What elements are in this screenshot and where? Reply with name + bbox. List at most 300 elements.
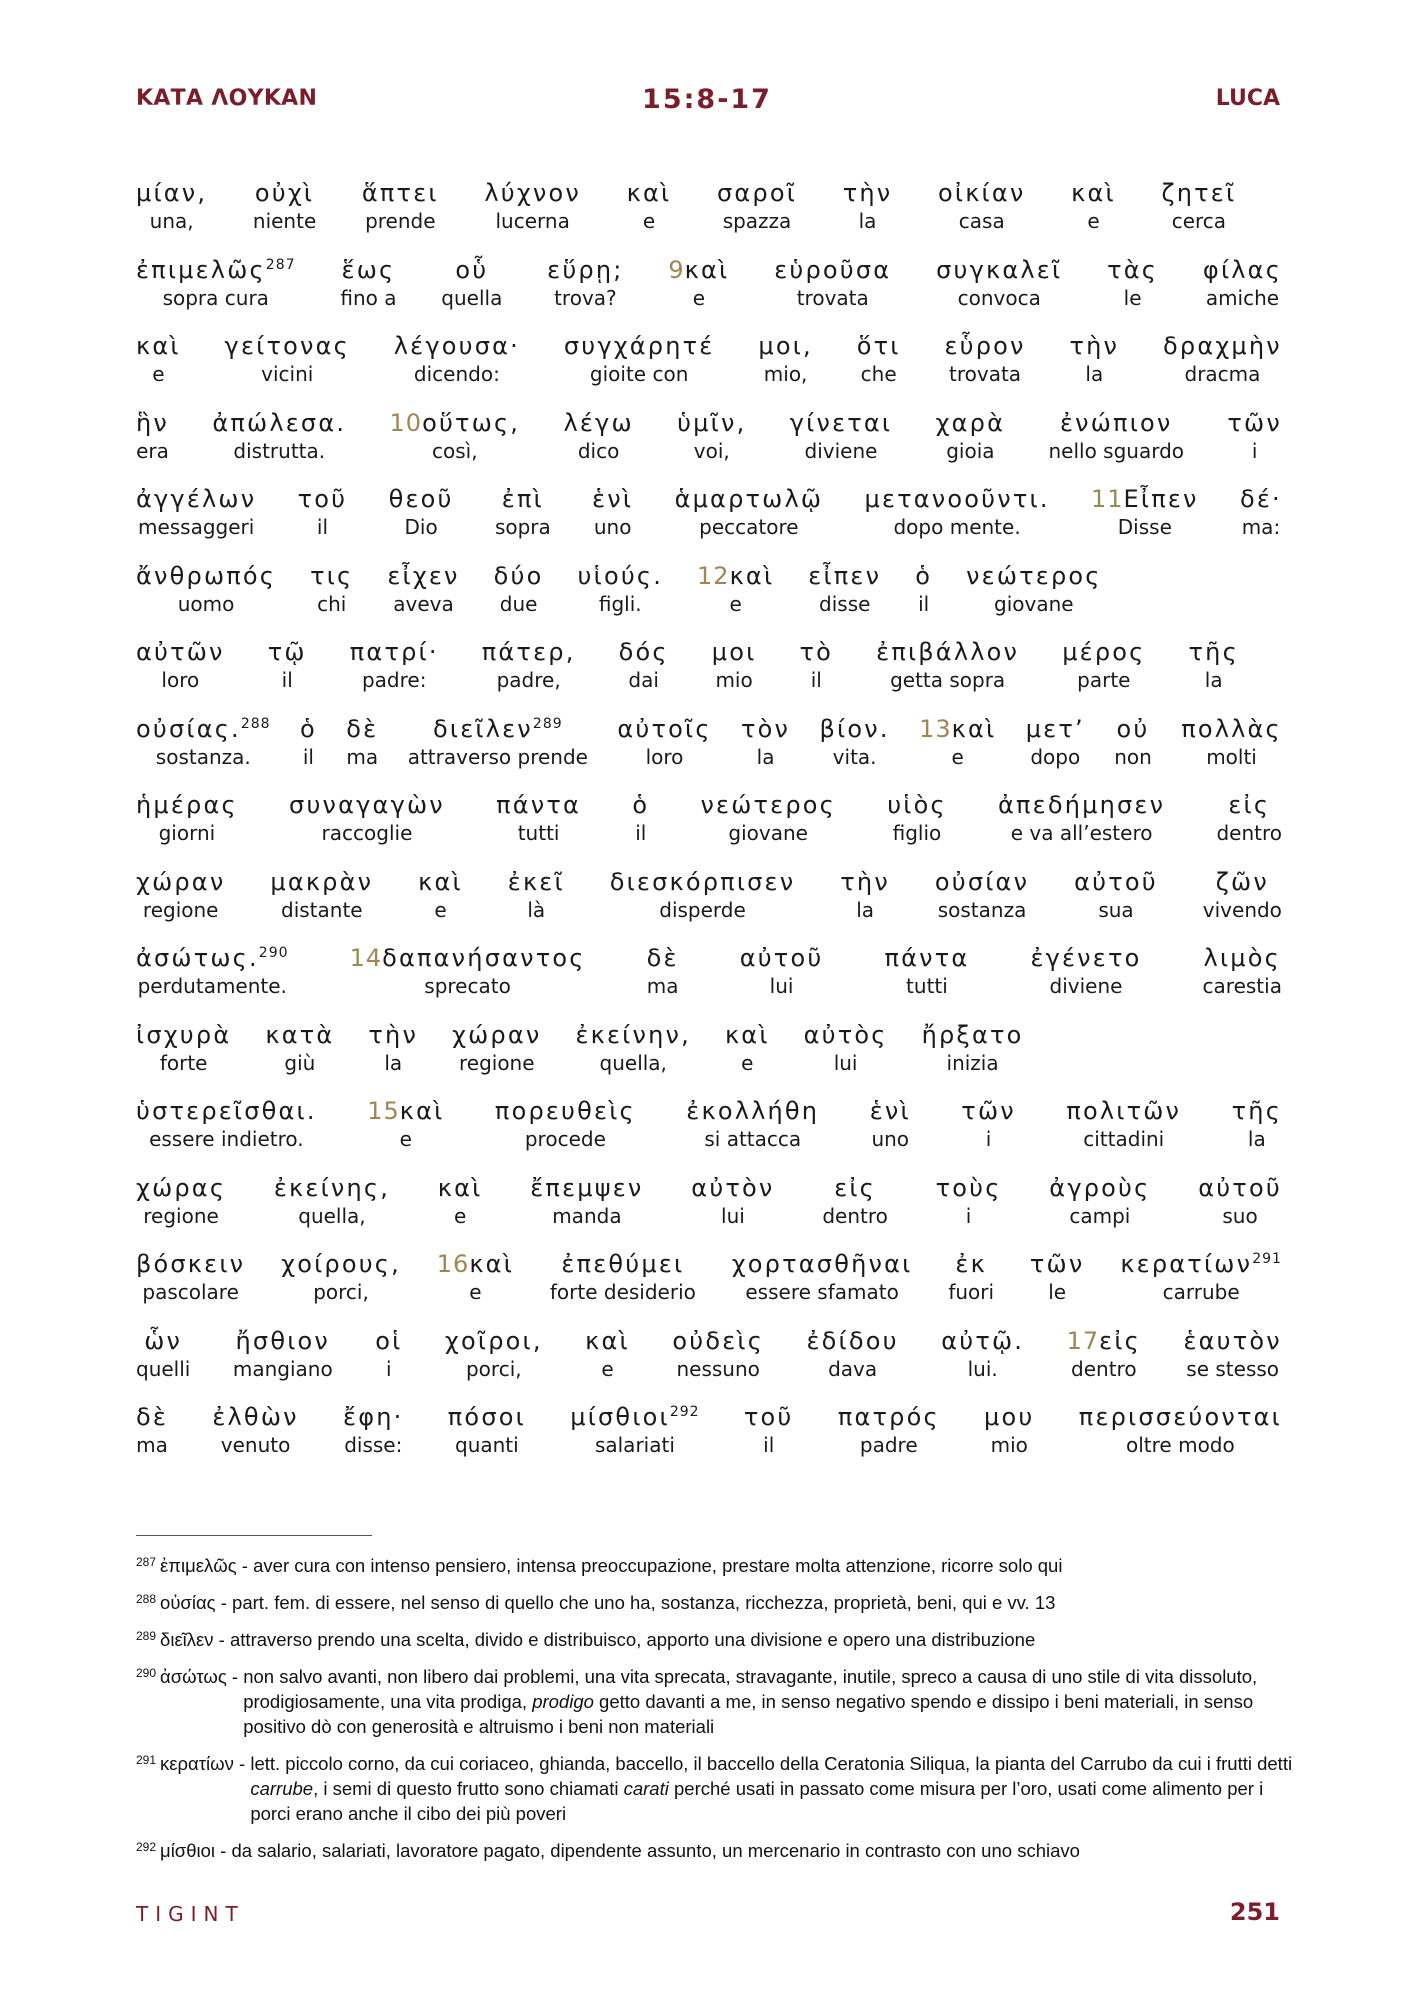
italian-gloss: quella, <box>298 1203 366 1228</box>
italian-gloss: campi <box>1069 1203 1131 1228</box>
italian-gloss: mio <box>715 668 753 692</box>
greek-word-text: ἑνὶ <box>869 1097 911 1125</box>
greek-word-text: τῆς <box>1231 1097 1282 1125</box>
greek-word-text: βίον. <box>819 714 890 743</box>
italian-gloss: e <box>729 591 742 616</box>
greek-word <box>1181 714 1282 744</box>
word-pair <box>136 178 207 234</box>
word-pair <box>1163 331 1282 387</box>
word-pair <box>1203 867 1282 923</box>
word-pair <box>281 1249 401 1305</box>
greek-word <box>804 1020 888 1050</box>
greek-word-text: καὶ <box>418 867 463 896</box>
word-pair <box>1107 255 1158 311</box>
greek-word <box>915 561 932 591</box>
italian-gloss: nello sguardo <box>1048 438 1185 463</box>
italian-gloss: forte desiderio <box>549 1280 696 1304</box>
greek-word <box>840 867 890 897</box>
greek-word-text: ὅτι <box>856 332 901 360</box>
greek-word <box>437 1249 514 1279</box>
footnote-text: attraverso prendo una scelta, divido e distribuisco, apporto una divisione e opero una distribuzione <box>230 1629 1036 1650</box>
italian-gloss: due <box>499 591 538 616</box>
greek-word <box>834 1173 876 1203</box>
greek-word-text: πορευθεὶς <box>494 1097 636 1125</box>
greek-word-text: ζητεῖ <box>1161 179 1237 207</box>
italian-gloss: mio <box>990 1433 1028 1457</box>
word-pair <box>686 1096 819 1152</box>
greek-word <box>270 867 373 897</box>
word-pair <box>820 714 890 770</box>
greek-word-text: ἰσχυρὰ <box>136 1020 232 1049</box>
word-pair <box>298 484 348 540</box>
italian-gloss: porci, <box>465 1356 522 1381</box>
greek-word <box>144 1326 182 1356</box>
italian-gloss: Disse <box>1117 515 1172 539</box>
word-pair <box>941 1326 1024 1382</box>
greek-word <box>289 790 445 820</box>
verse-number: 17 <box>1066 1326 1100 1355</box>
word-pair <box>1240 484 1282 540</box>
interlinear-line <box>136 1173 1282 1250</box>
greek-word <box>1069 331 1119 361</box>
italian-gloss: procede <box>524 1127 606 1151</box>
italian-gloss: si attacca <box>704 1127 802 1151</box>
word-pair <box>268 637 307 693</box>
greek-word <box>744 1402 794 1432</box>
footnote-text-run: , i semi di questo frutto sono chiamati <box>313 1778 624 1799</box>
italian-gloss: mangiano <box>232 1356 333 1381</box>
italian-gloss: dentro <box>1071 1356 1137 1381</box>
word-pair <box>712 637 757 693</box>
word-pair <box>1071 178 1116 234</box>
greek-word-text: κατὰ <box>265 1020 335 1049</box>
italian-gloss: Dio <box>404 515 438 539</box>
word-pair <box>1049 1173 1150 1229</box>
footnote-dash: - <box>236 1555 254 1576</box>
italian-gloss: la <box>858 209 877 233</box>
greek-word-text: τὰς <box>1107 255 1159 284</box>
italian-gloss: quelli <box>136 1356 191 1381</box>
italian-gloss: amiche <box>1205 285 1280 310</box>
italian-gloss: loro <box>161 668 200 692</box>
italian-gloss: e <box>642 209 656 233</box>
greek-word-text: χώραν <box>452 1020 542 1049</box>
greek-word-text: ἔπεμψεν <box>530 1173 644 1202</box>
greek-word <box>547 255 623 285</box>
greek-word-text: δραχμὴν <box>1163 332 1282 360</box>
italian-gloss: spazza <box>722 209 792 233</box>
word-pair <box>530 1173 643 1229</box>
greek-word <box>741 714 790 744</box>
greek-word <box>1060 408 1173 438</box>
word-pair <box>482 637 576 693</box>
greek-word-text: λέγουσα· <box>393 332 520 360</box>
italian-gloss: vicini <box>261 362 314 386</box>
greek-word <box>1117 714 1150 744</box>
greek-word-text: διεσκόρπισεν <box>609 867 796 896</box>
italian-gloss: padre, <box>496 668 561 692</box>
greek-word-text: κερατίων <box>1120 1250 1253 1278</box>
greek-word <box>758 331 813 361</box>
italian-gloss: nessuno <box>676 1356 760 1381</box>
italian-gloss: il <box>281 668 293 692</box>
italian-gloss: regione <box>142 897 219 922</box>
verse-number: 13 <box>919 714 952 743</box>
greek-word-text: ἐπεθύμει <box>561 1250 685 1278</box>
word-pair <box>1189 637 1239 693</box>
word-pair <box>408 714 588 770</box>
greek-word <box>1161 178 1236 208</box>
italian-gloss: fino a <box>340 285 397 310</box>
greek-word-text: αὐτοῖς <box>617 714 712 743</box>
greek-word-text: ὁ <box>632 791 650 819</box>
word-pair <box>876 637 1019 693</box>
greek-word-text: οὐσίας. <box>136 714 241 743</box>
greek-word-text: συναγαγὼν <box>289 791 445 819</box>
greek-word-text: τὴν <box>840 867 890 896</box>
greek-word-text: τοῦ <box>743 1403 794 1431</box>
greek-word <box>941 1326 1024 1356</box>
greek-word-text: καὶ <box>399 1097 445 1125</box>
italian-gloss: i <box>965 1203 972 1228</box>
italian-gloss: chi <box>317 591 347 616</box>
italian-gloss: manda <box>552 1203 622 1228</box>
word-pair <box>619 637 669 693</box>
greek-word-text: ὧν <box>144 1326 183 1355</box>
word-pair <box>495 1096 636 1152</box>
italian-gloss: voi, <box>693 438 730 463</box>
greek-word <box>1049 1173 1150 1203</box>
word-pair <box>808 561 881 617</box>
italian-gloss: aveva <box>393 591 454 616</box>
italian-gloss: quella <box>441 285 503 310</box>
italian-gloss: figli. <box>598 591 642 616</box>
greek-word-text: δὲ <box>646 944 679 972</box>
word-pair <box>617 714 711 770</box>
word-pair <box>350 943 586 999</box>
greek-word-text: χαρὰ <box>935 408 1006 437</box>
italian-gloss: giovane <box>728 821 808 845</box>
greek-word <box>484 178 581 208</box>
footnote-head <box>136 1664 243 1739</box>
greek-word <box>697 561 774 591</box>
word-pair <box>136 790 238 846</box>
word-pair <box>1120 1249 1282 1305</box>
italian-gloss: una, <box>149 209 194 233</box>
greek-word <box>820 714 890 744</box>
greek-word <box>717 178 797 208</box>
greek-word <box>936 1173 1002 1203</box>
greek-word <box>433 714 563 744</box>
word-pair <box>441 255 502 311</box>
greek-word-text: ἐγένετο <box>1030 944 1142 972</box>
greek-word-text: χώρας <box>136 1173 227 1202</box>
greek-word <box>1066 1096 1181 1126</box>
word-pair <box>1048 408 1184 464</box>
interlinear-line <box>136 943 1282 1020</box>
italian-gloss: la <box>1085 362 1104 386</box>
greek-word-text: οὕτως, <box>422 408 521 437</box>
greek-word <box>455 255 488 285</box>
greek-word-text: αὐτοῦ <box>1198 1173 1282 1202</box>
greek-word-text: καὶ <box>684 255 730 284</box>
word-pair <box>697 561 774 617</box>
italian-gloss: dopo <box>1030 744 1081 769</box>
greek-word <box>838 1402 940 1432</box>
italian-gloss: il <box>810 668 822 692</box>
italian-gloss: il <box>302 744 314 769</box>
greek-word <box>418 867 463 897</box>
italian-gloss: non <box>1114 744 1152 769</box>
greek-word-text: δὲ <box>136 1403 169 1431</box>
greek-word <box>984 1402 1034 1432</box>
greek-word <box>136 255 296 285</box>
greek-word-text: πατρί· <box>349 638 439 666</box>
greek-word <box>298 484 348 514</box>
italian-gloss: raccoglie <box>321 821 413 845</box>
italian-gloss: loro <box>645 744 684 769</box>
footnote <box>136 1553 1296 1578</box>
footnote-dash: - <box>215 1840 232 1861</box>
word-pair <box>387 561 459 617</box>
greek-word <box>575 1020 690 1050</box>
word-pair <box>948 1249 994 1305</box>
greek-word <box>887 790 947 820</box>
greek-word <box>281 1249 401 1279</box>
greek-word-text: οἱ <box>375 1326 403 1355</box>
greek-word-text: καὶ <box>729 561 775 590</box>
greek-word-text: ἔφη· <box>343 1403 404 1431</box>
word-pair <box>274 1173 390 1229</box>
italian-gloss: ma <box>136 1433 168 1457</box>
greek-word <box>300 714 317 744</box>
word-pair <box>1181 714 1282 770</box>
footnote-reference[interactable]: 287 <box>265 256 296 273</box>
greek-word <box>585 1326 630 1356</box>
greek-word-text: ζῶν <box>1215 867 1269 896</box>
greek-word-text: δαπανήσαντος <box>382 944 586 972</box>
word-pair <box>550 1249 696 1305</box>
italian-gloss: e <box>469 1280 482 1304</box>
italian-gloss: gioite con <box>589 362 689 386</box>
greek-word-text: καὶ <box>437 1173 483 1202</box>
italian-gloss: là <box>527 897 546 922</box>
greek-word-text: τῶν <box>1227 408 1282 437</box>
greek-word <box>136 790 238 820</box>
footnote-term: οὐσίας <box>160 1592 216 1613</box>
footnote-dash: - <box>233 1753 251 1774</box>
greek-word-text: χώραν <box>136 867 226 896</box>
word-pair <box>1198 1173 1282 1229</box>
greek-word <box>212 1402 298 1432</box>
greek-word-text: ἐπιμελῶς <box>136 255 266 284</box>
greek-word <box>1062 637 1145 667</box>
greek-word <box>508 867 565 897</box>
greek-word-text: τῶν <box>1029 1250 1085 1278</box>
greek-word <box>843 178 893 208</box>
word-pair <box>870 1096 911 1152</box>
italian-gloss: giorni <box>158 821 216 845</box>
italian-gloss: il <box>635 821 647 845</box>
italian-gloss: ma <box>646 974 679 998</box>
footnote-reference[interactable]: 288 <box>240 715 271 732</box>
word-pair <box>822 1173 888 1229</box>
greek-word <box>362 178 439 208</box>
word-pair <box>1062 637 1145 693</box>
footnote-text <box>243 1664 1296 1739</box>
greek-word <box>876 637 1019 667</box>
word-pair <box>1161 178 1236 234</box>
greek-word-text: ἤσθιον <box>235 1326 331 1355</box>
italian-gloss: sopra <box>494 515 551 539</box>
greek-word-text: μετ’ <box>1025 714 1085 743</box>
greek-word-text: πάντα <box>884 944 970 972</box>
greek-word <box>236 1326 331 1356</box>
greek-word <box>136 561 276 591</box>
italian-gloss: lucerna <box>495 209 570 233</box>
greek-word-text: σαροῖ <box>716 179 798 207</box>
word-pair <box>136 714 271 770</box>
footnote-term: κερατίων <box>160 1753 234 1774</box>
greek-word-text: τὴν <box>1069 332 1120 360</box>
greek-word <box>136 637 225 667</box>
footnote <box>136 1838 1296 1863</box>
greek-word <box>725 1020 770 1050</box>
greek-word-text: χορτασθῆναι <box>731 1250 913 1278</box>
word-pair <box>717 178 797 234</box>
italian-gloss: se stesso <box>1186 1356 1280 1381</box>
greek-word-text: δύο <box>493 561 544 590</box>
greek-word <box>712 637 757 667</box>
word-pair <box>1216 790 1282 846</box>
footnote-italic-term: carati <box>623 1778 669 1799</box>
italian-gloss: carestia <box>1202 974 1282 998</box>
italian-gloss: porci, <box>313 1280 369 1304</box>
greek-word-text: αὐτοῦ <box>739 944 824 972</box>
italian-gloss: uno <box>871 1127 910 1151</box>
italian-gloss: getta sopra <box>890 668 1006 692</box>
word-pair <box>758 331 813 387</box>
greek-word <box>1227 408 1282 438</box>
italian-gloss: i <box>985 1127 992 1151</box>
word-pair <box>740 943 824 999</box>
word-pair <box>136 331 181 387</box>
greek-word-text: ἀπώλεσα. <box>212 408 347 437</box>
word-pair <box>592 484 633 540</box>
greek-word-text: μετανοοῦντι. <box>864 485 1050 513</box>
footnote-reference[interactable]: 291 <box>1252 1251 1282 1267</box>
interlinear-line <box>136 790 1282 867</box>
interlinear-line <box>136 255 1282 332</box>
verse-number: 9 <box>668 255 685 284</box>
word-pair <box>438 1173 483 1229</box>
greek-word <box>350 943 586 973</box>
greek-word <box>936 255 1062 285</box>
greek-word-text: ἡμέρας <box>136 791 238 819</box>
footnote-term: ἐπιμελῶς <box>160 1555 237 1576</box>
greek-word-text: βόσκειν <box>136 1250 246 1278</box>
footnote-head <box>136 1555 253 1576</box>
italian-gloss: figlio <box>892 821 942 845</box>
word-pair <box>1227 408 1282 464</box>
italian-gloss: essere indietro. <box>149 1127 304 1151</box>
greek-word-text: νεώτερος <box>700 791 836 819</box>
greek-word <box>1026 714 1085 744</box>
footnote-text-run: lett. piccolo corno, da cui coriaceo, ghianda, baccello, il baccello della Ceratonia Siliqua, la pianta del Carrubo da cui i frutti detti <box>250 1753 1293 1774</box>
footnote-dash: - <box>226 1666 244 1687</box>
greek-word-text: ὑστερεῖσθαι. <box>136 1097 317 1125</box>
italian-gloss: gioia <box>946 438 995 463</box>
greek-word <box>1074 867 1158 897</box>
italian-gloss: disse: <box>344 1433 403 1457</box>
italian-gloss: distrutta. <box>233 438 326 463</box>
footnote-reference[interactable]: 290 <box>258 945 289 961</box>
greek-word-text: φίλας <box>1202 255 1282 284</box>
greek-word <box>1198 1173 1282 1203</box>
greek-word-text: μέρος <box>1062 638 1146 666</box>
footnote-reference[interactable]: 289 <box>532 715 563 732</box>
italian-gloss: prende <box>365 209 436 233</box>
greek-word <box>136 867 225 897</box>
greek-word <box>672 1326 764 1356</box>
greek-word-text: πολλὰς <box>1181 714 1282 743</box>
word-pair <box>800 637 834 693</box>
verse-number: 12 <box>697 561 730 590</box>
word-pair <box>448 1402 526 1458</box>
word-pair <box>744 1402 794 1458</box>
italian-gloss: disse <box>819 591 871 616</box>
italian-gloss: regione <box>143 1203 219 1228</box>
greek-word <box>740 943 824 973</box>
word-pair <box>136 1249 245 1305</box>
greek-word <box>136 1173 226 1203</box>
greek-word-text: δός <box>618 638 669 666</box>
greek-word-text: υἱὸς <box>887 791 947 819</box>
greek-word-text: υἱούς. <box>577 561 664 590</box>
word-pair <box>864 484 1049 540</box>
greek-word-text: μοι <box>711 638 757 666</box>
greek-word-text: λύχνον <box>484 179 581 207</box>
greek-word <box>592 484 633 514</box>
greek-word-text: εὗρον <box>944 332 1026 360</box>
italian-gloss: così, <box>432 438 478 463</box>
word-pair <box>732 1249 913 1305</box>
greek-word-text: πάντα <box>496 791 582 819</box>
greek-word <box>807 1326 899 1356</box>
greek-word <box>136 1402 168 1432</box>
interlinear-line <box>136 1020 1282 1097</box>
greek-word-text: τῶν <box>961 1097 1016 1125</box>
greek-word <box>502 484 544 514</box>
italian-gloss: parte <box>1077 668 1131 692</box>
greek-word <box>561 1249 684 1279</box>
italian-gloss: padre <box>859 1433 918 1457</box>
greek-word-text: ἣν <box>136 408 170 437</box>
greek-word-text: οὗ <box>455 255 489 284</box>
word-pair <box>936 408 1006 464</box>
greek-word-text: χοίρους, <box>281 1250 401 1278</box>
word-pair <box>774 255 891 311</box>
word-pair <box>136 1020 231 1076</box>
word-pair <box>807 1326 899 1382</box>
greek-word <box>1071 178 1116 208</box>
footnote-head <box>136 1629 230 1650</box>
italian-gloss: trovata <box>949 362 1022 386</box>
italian-gloss: messaggeri <box>137 515 255 539</box>
verse-number: 10 <box>389 408 423 437</box>
footnote-reference[interactable]: 292 <box>669 1404 700 1420</box>
greek-word-text: περισσεύονται <box>1078 1403 1282 1431</box>
